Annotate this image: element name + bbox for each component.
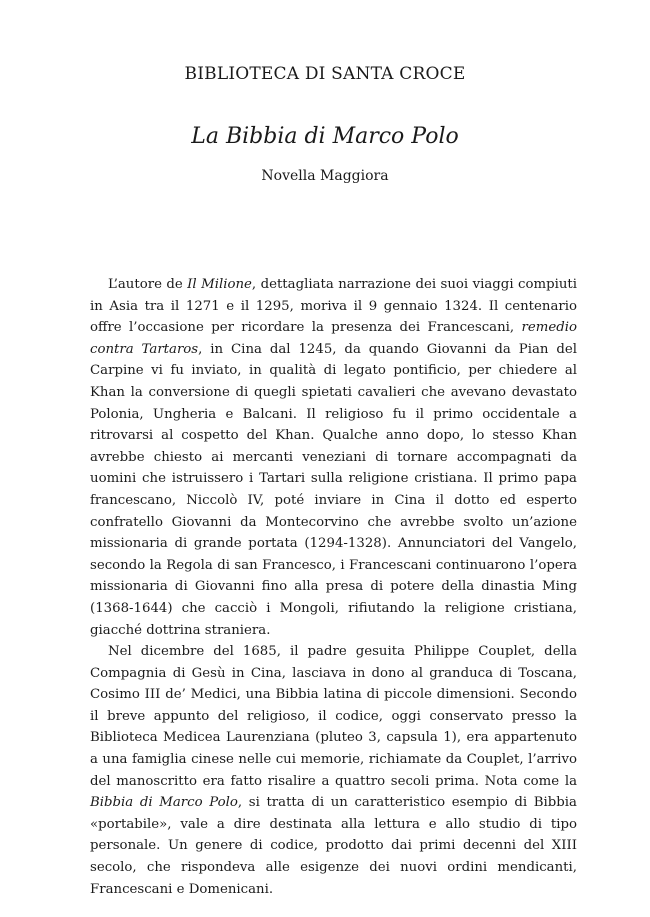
series-heading: BIBLIOTECA DI SANTA CROCE	[184, 64, 466, 84]
text-run: , dettagliata narrazione dei suoi viaggi compiuti in Asia tra il 1271 e il 1295, moriva il 9 gennaio 1324. Il centenario offre l’occasione per ricordare la presenza dei Francescani,	[90, 277, 577, 336]
paragraph-1	[90, 274, 577, 641]
paragraph-2	[90, 641, 577, 900]
italic-bible-name: Bibbia di Marco Polo	[90, 795, 238, 811]
text-run: Nel dicembre del 1685, il padre gesuita Philippe Couplet, della Compagnia di Gesù in Cina, lasciava in dono al granduca di Toscana, Cosimo III de’ Medici, una Bibbia latina di piccole dimensioni. Secondo il breve appunto del religioso, il codice, oggi conservato presso la Biblioteca Medicea Laurenziana (pluteo 3, capsula 1), era appartenuto a una famiglia cinese nelle cui memorie, richiamate da Couplet, l’arrivo del manoscritto era fatto risalire a quattro secoli prima. Nota come la	[90, 644, 577, 789]
article-title: La Bibbia di Marco Polo	[191, 124, 459, 149]
text-run: L’autore de	[108, 277, 188, 292]
text-run: , in Cina dal 1245, da quando Giovanni da Pian del Carpine vi fu inviato, in qualità di legato pontificio, per chiedere al Khan la conversione di quegli spietati cavalieri che avevano devastato Polonia, Ungheria e Balcani. Il religioso fu il primo occidentale a ritrovarsi al cospetto del Khan. Qualche anno dopo, lo stesso Khan avrebbe chiesto ai mercanti veneziani di tornare accompagnati da uomini che istruissero i Tartari sulla religione cristiana. Il primo papa francescano, Niccolò IV, poté inviare in Cina il dotto ed esperto confratello Giovanni da Montecorvino che avrebbe svolto un’azione missionaria di grande portata (1294-1328). Annunciatori del Vangelo, secondo la Regola di san Francesco, i Francescani continuarono l’opera missionaria di Giovanni fino alla presa di potere della dinastia Ming (1368-1644) che cacciò i Mongoli, rifiutando la religione cristiana, giacché dottrina straniera.	[90, 341, 577, 638]
article-body	[90, 274, 577, 900]
text-run: , si tratta di un caratteristico esempio di Bibbia «portabile», vale a dire destinata alla lettura e allo studio di tipo personale. Un genere di codice, prodotto dai primi decenni del XIII secolo, che rispondeva alle esigenze dei nuovi ordini mendicanti, Francescani e Domenicani.	[90, 795, 577, 897]
italic-latin-phrase: remedio contra Tartaros	[90, 320, 577, 357]
italic-book-title: Il Milione	[187, 277, 252, 292]
author-name: Novella Maggiora	[261, 168, 389, 184]
